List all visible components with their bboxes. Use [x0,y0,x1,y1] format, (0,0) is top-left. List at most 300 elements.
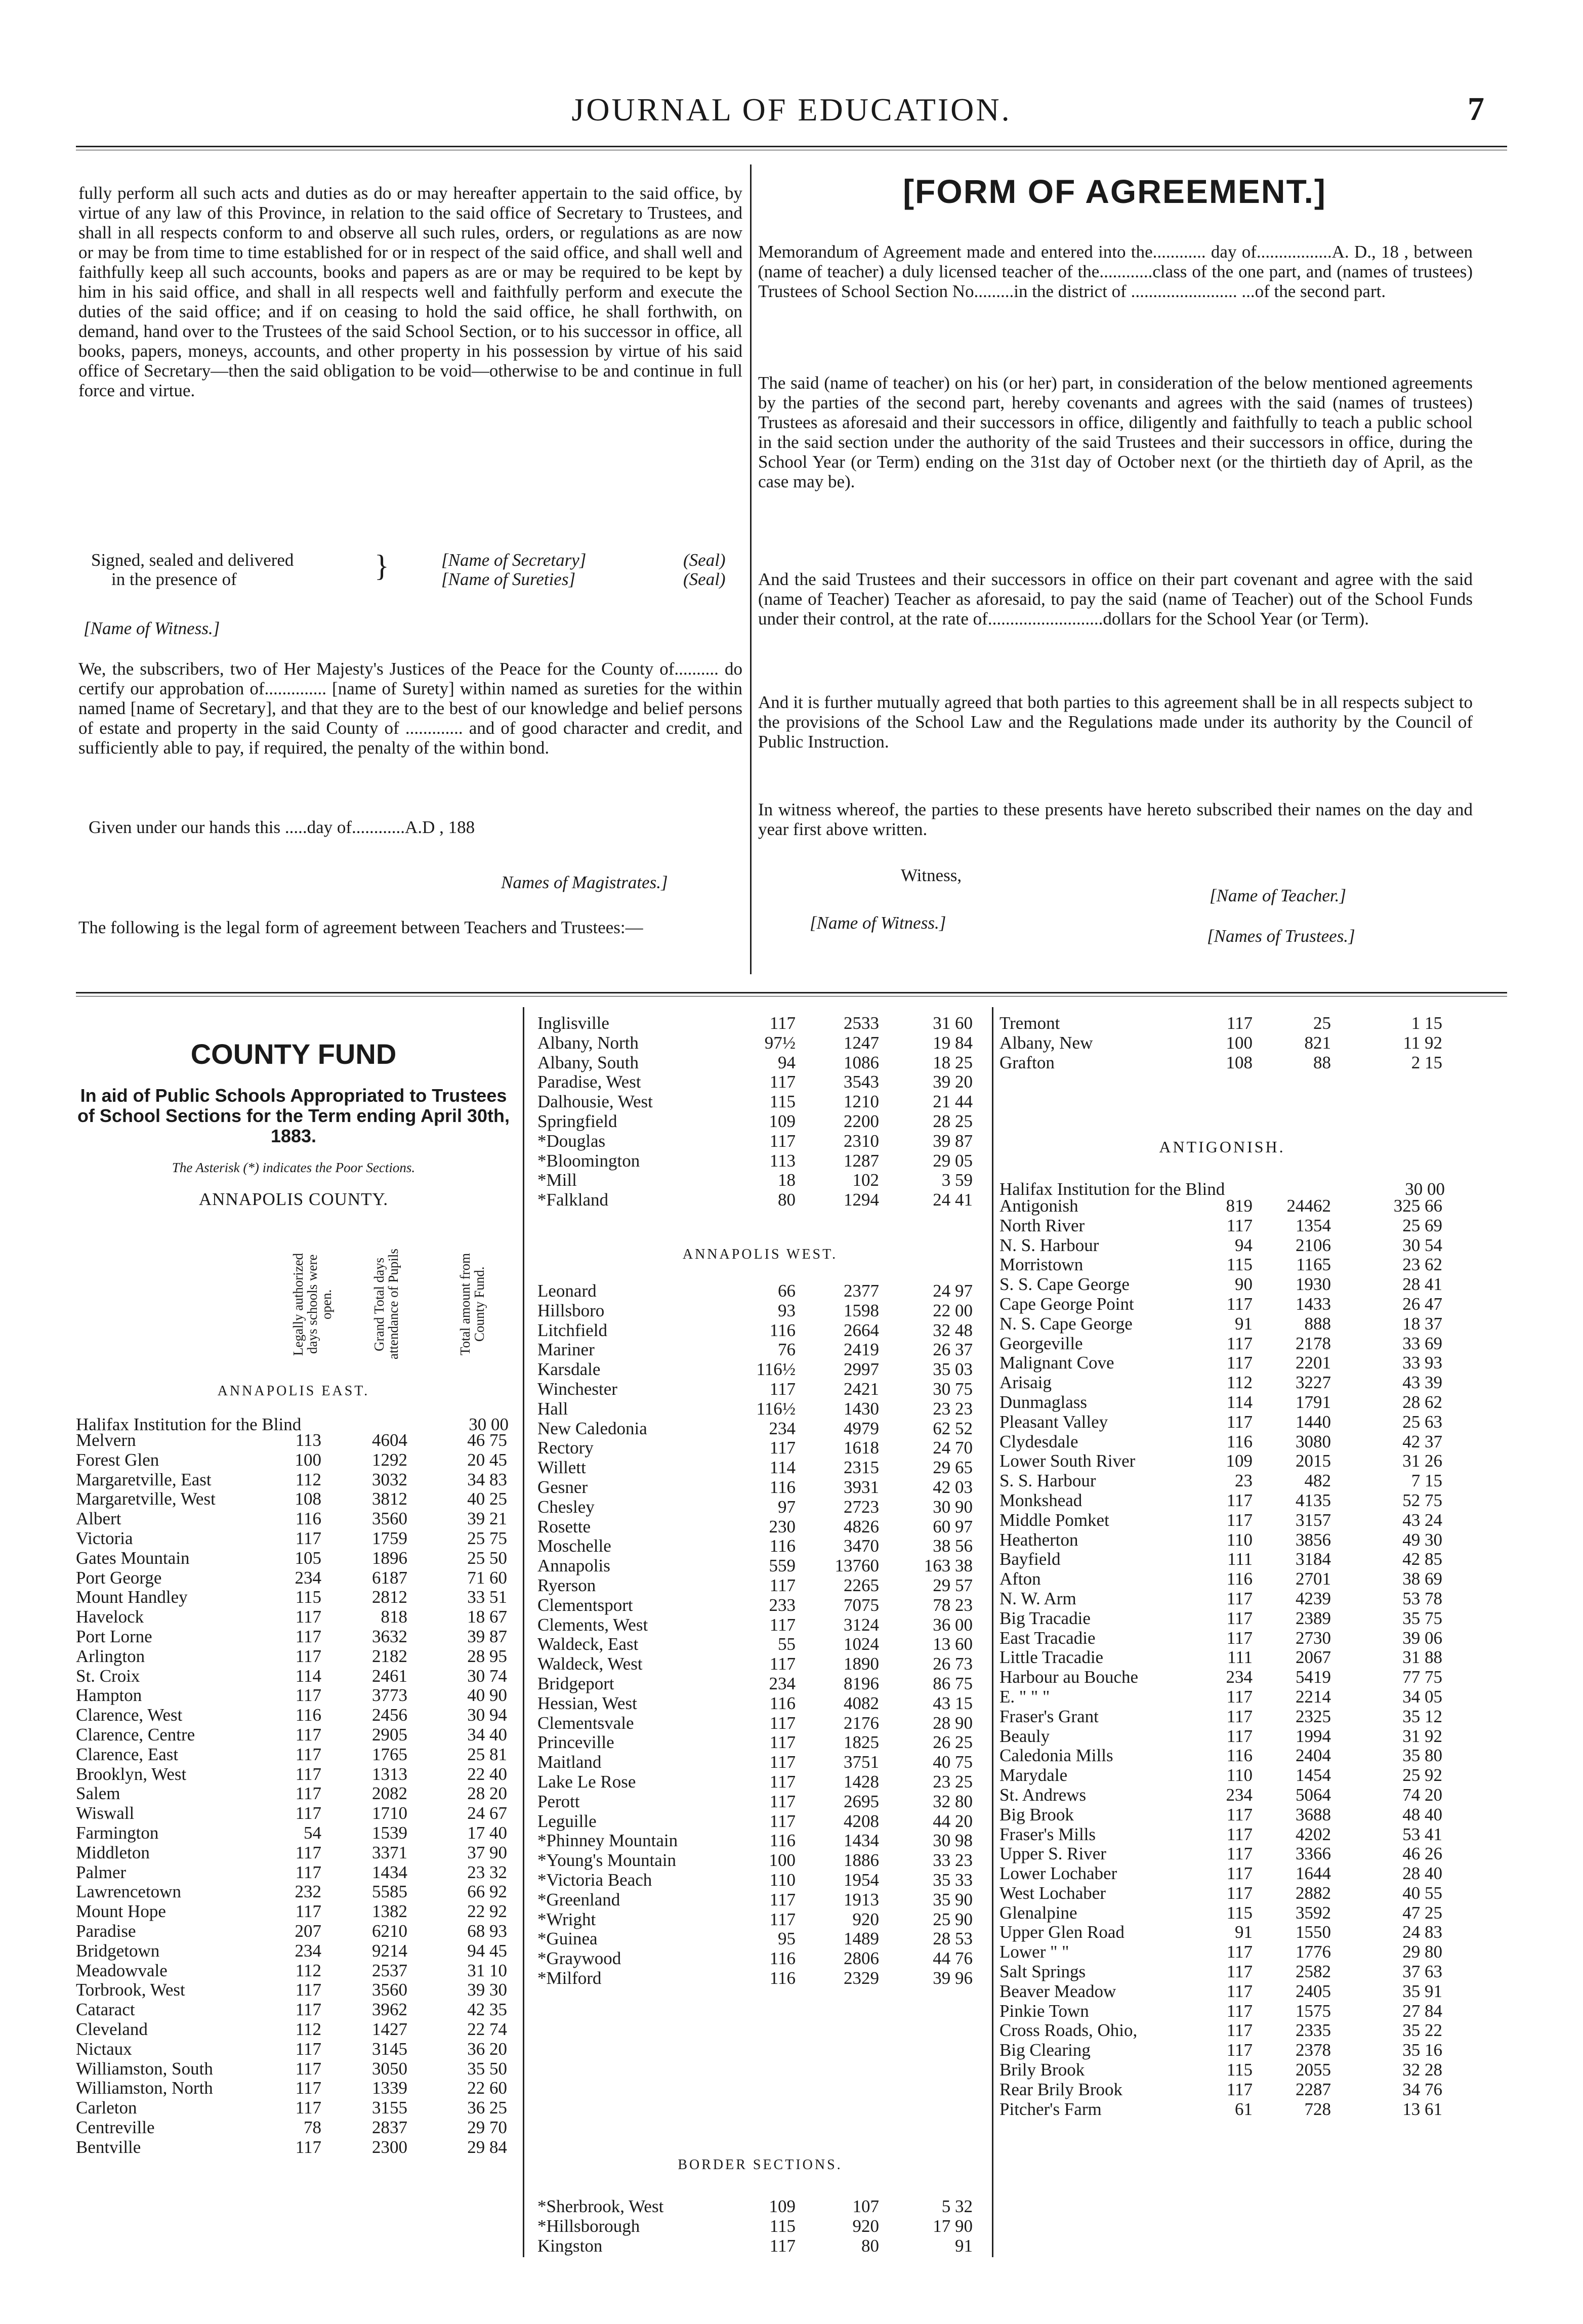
amount-cell: 28 95 [467,1646,507,1666]
days-open-cell: 116½ [756,1398,796,1419]
attendance-total-cell: 4826 [844,1516,879,1537]
table-row [537,1190,983,1210]
table-row [999,2040,1445,2060]
amount-cell: 42 35 [467,2000,507,2020]
school-section-name: Bridgetown [76,1940,160,1961]
table-row [537,1772,983,1792]
amount-cell: 22 40 [467,1764,507,1784]
table-row [999,1805,1445,1824]
days-open-cell: 117 [1226,1824,1253,1844]
days-open-cell: 234 [1226,1784,1253,1805]
school-section-name: Dalhousie, West [537,1092,653,1112]
amount-cell: 23 23 [933,1398,973,1419]
amount-cell: 22 60 [467,2078,507,2098]
amount-cell: 31 92 [1402,1726,1442,1746]
table-row [537,1419,983,1438]
table-row [537,1556,983,1575]
bond-paragraph: fully perform all such acts and duties as do or may hereafter appertain to the said office, by virtue of any law of this Province, in relation to the said office of Secretary to Trustees, and shall in all respects conform to and observe all such rules, orders, or regulations as are now or may be from time to time established for or in respect of the said office, and shall well and faithfully keep all such accounts, books and papers as are or may be required to be kept by him in his said office, and shall in all respects well and faithfully perform and execute the duties of the said office; and if on ceasing to hold the said office, he shall forthwith, on demand, hand over to the Trustees of the said School Section, or to his successor in office, all books, papers, moneys, accounts, and other property in his possession by virtue of his said office of Secretary—then the said obligation to be void—otherwise to be and continue in full force and virtue. [78,183,742,400]
attendance-total-cell: 2178 [1296,1333,1331,1353]
attendance-total-cell: 2723 [844,1497,879,1517]
amount-cell: 33 23 [933,1850,973,1871]
days-open-cell: 117 [1226,1628,1253,1648]
table-row [76,1941,511,1961]
form-of-agreement-heading: [FORM OF AGREEMENT.] [903,173,1326,210]
days-open-cell: 116 [769,1536,796,1556]
middle-top-table [537,1013,983,1210]
attendance-total-cell: 3812 [372,1489,407,1509]
school-section-name: St. Croix [76,1666,140,1686]
attendance-total-cell: 1427 [372,2019,407,2039]
days-open-cell: 819 [1226,1196,1253,1216]
table-row [999,1353,1445,1373]
table-row [999,1216,1445,1235]
table-row [537,1634,983,1654]
name-secretary: [Name of Secretary] [441,550,587,570]
days-open-cell: 234 [769,1673,796,1693]
school-section-name: Margaretville, East [76,1469,212,1489]
days-open-cell: 117 [1226,2001,1253,2021]
table-row [76,1745,511,1764]
days-open-cell: 117 [1226,2020,1253,2041]
header-rule [76,146,1507,147]
attendance-total-cell: 3080 [1296,1431,1331,1451]
days-open-cell: 230 [769,1516,796,1537]
amount-cell: 29 05 [933,1150,973,1171]
school-section-name: *Graywood [537,1948,621,1969]
attendance-total-cell: 2812 [372,1587,407,1607]
days-open-cell: 117 [295,2078,321,2098]
attendance-total-cell: 4202 [1296,1824,1331,1844]
attendance-total-cell: 2378 [1296,2040,1331,2060]
school-section-name: Lower " " [999,1942,1069,1962]
amount-cell: 33 69 [1402,1333,1442,1353]
school-section-name: Fraser's Grant [999,1706,1099,1726]
table-row [537,1301,983,1320]
amount-cell: 25 92 [1402,1765,1442,1786]
school-section-name: Rectory [537,1438,594,1458]
attendance-total-cell: 1825 [844,1732,879,1753]
amount-cell: 37 63 [1402,1962,1442,1982]
amount-cell: 32 80 [933,1791,973,1811]
table-row [76,1862,511,1882]
county-fund-title: COUNTY FUND [190,1038,397,1070]
names-trustees: [Names of Trustees.] [1207,926,1355,946]
school-section-name: East Tracadie [999,1628,1096,1648]
attendance-total-cell: 3751 [844,1752,879,1772]
attendance-total-cell: 1539 [372,1822,407,1843]
attendance-total-cell: 1550 [1296,1922,1331,1942]
table-row [76,1685,511,1705]
school-section-name: Farmington [76,1822,159,1843]
days-open-cell: 116 [1226,1746,1253,1766]
school-section-name: Georgeville [999,1333,1083,1353]
table-row [76,1587,511,1607]
amount-cell: 35 50 [467,2058,507,2079]
table-row [537,1033,983,1053]
days-open-cell: 117 [769,1713,796,1733]
amount-cell: 40 25 [467,1489,507,1509]
school-section-name: Upper S. River [999,1844,1106,1864]
table-row [76,1528,511,1548]
amount-cell: 30 74 [467,1666,507,1686]
table-row [999,1981,1445,2001]
attendance-total-cell: 1440 [1296,1412,1331,1432]
amount-cell: 26 37 [933,1340,973,1360]
name-teacher: [Name of Teacher.] [1210,886,1346,905]
signed-line-1: Signed, sealed and delivered [91,550,294,570]
amount-cell: 24 70 [933,1438,973,1458]
agreement-paragraph-4: And it is further mutually agreed that both parties to this agreement shall be in all respects subject to the provisions of the School Law and the Regulations made under its authority by the Council of Public Instruction. [758,692,1473,752]
school-section-name: Albany, North [537,1032,639,1053]
attendance-total-cell: 3366 [1296,1844,1331,1864]
days-open-cell: 207 [295,1921,321,1941]
school-section-name: *Douglas [537,1131,606,1151]
school-section-name: Grafton [999,1052,1055,1072]
amount-cell: 22 00 [933,1300,973,1320]
amount-cell: 60 97 [933,1516,973,1537]
amount-cell: 31 10 [467,1960,507,1980]
attendance-total-cell: 3032 [372,1469,407,1489]
attendance-total-cell: 1890 [844,1654,879,1674]
school-section-name: Lower South River [999,1451,1136,1471]
school-section-name: Winchester [537,1379,617,1399]
days-open-cell: 115 [295,1587,321,1607]
attendance-total-cell: 102 [852,1170,879,1190]
attendance-total-cell: 2176 [844,1713,879,1733]
amount-cell: 18 37 [1402,1313,1442,1334]
amount-cell: 325 66 [1393,1196,1442,1216]
days-open-cell: 117 [769,1438,796,1458]
days-open-cell: 117 [1226,1844,1253,1864]
days-open-cell: 97 [778,1497,796,1517]
section-rule-thin [76,996,1507,997]
school-section-name: Monkshead [999,1490,1082,1510]
days-open-cell: 116 [295,1705,321,1725]
table-row [76,1705,511,1725]
page-number: 7 [1468,91,1484,128]
table-row [76,1961,511,1980]
table-row [76,1783,511,1803]
table-row [76,2118,511,2137]
table-row [999,1412,1445,1432]
school-section-name: Hessian, West [537,1693,637,1713]
attendance-total-cell: 4082 [844,1693,879,1713]
days-open-cell: 113 [295,1430,321,1450]
days-open-cell: 117 [295,1528,321,1548]
days-open-cell: 117 [1226,1353,1253,1373]
attendance-total-cell: 888 [1304,1313,1331,1334]
school-section-name: Karsdale [537,1359,601,1380]
attendance-total-cell: 1575 [1296,2001,1331,2021]
school-section-name: Antigonish [999,1196,1078,1216]
amount-cell: 34 76 [1402,2079,1442,2099]
halifax-row-antigonish: Halifax Institution for the Blind [999,1179,1225,1199]
attendance-total-cell: 1759 [372,1528,407,1548]
school-section-name: *Greenland [537,1889,620,1910]
school-section-name: Leguille [537,1811,597,1831]
school-section-name: Salem [76,1783,120,1804]
school-section-name: Harbour au Bouche [999,1667,1139,1687]
amount-cell: 2 15 [1411,1052,1442,1072]
school-section-name: Bentville [76,2137,141,2157]
table-row [999,1490,1445,1510]
attendance-total-cell: 1896 [372,1548,407,1568]
table-row [76,1764,511,1784]
attendance-total-cell: 13760 [835,1556,879,1576]
days-open-cell: 110 [769,1870,796,1890]
days-open-cell: 115 [1226,1255,1253,1275]
table-row [537,1831,983,1850]
days-open-cell: 117 [295,1803,321,1823]
school-section-name: *Phinney Mountain [537,1831,678,1851]
school-section-name: Melvern [76,1430,136,1450]
attendance-total-cell: 4979 [844,1418,879,1438]
attendance-total-cell: 1913 [844,1889,879,1910]
days-open-cell: 117 [1226,1215,1253,1235]
days-open-cell: 114 [1226,1392,1253,1412]
attendance-total-cell: 6210 [372,1921,407,1941]
days-open-cell: 94 [1235,1235,1253,1255]
attendance-total-cell: 2201 [1296,1353,1331,1373]
amount-cell: 29 57 [933,1575,973,1595]
school-section-name: Morristown [999,1255,1084,1275]
days-open-cell: 117 [295,1607,321,1627]
days-open-cell: 117 [295,2000,321,2020]
attendance-total-cell: 4604 [372,1430,407,1450]
attendance-total-cell: 7075 [844,1595,879,1615]
amount-cell: 39 87 [933,1131,973,1151]
days-open-cell: 117 [1226,1726,1253,1746]
days-open-cell: 117 [769,1379,796,1399]
school-section-name: Palmer [76,1862,127,1882]
days-open-cell: 116 [1226,1569,1253,1589]
school-section-name: Clementsport [537,1595,633,1615]
attendance-total-cell: 1428 [844,1771,879,1792]
amount-cell: 46 75 [467,1430,507,1450]
table-row [537,1458,983,1477]
attendance-total-cell: 1292 [372,1449,407,1470]
amount-cell: 26 73 [933,1654,973,1674]
school-section-name: Mount Handley [76,1587,188,1607]
attendance-total-cell: 25 [1313,1013,1331,1033]
attendance-total-cell: 1710 [372,1803,407,1823]
amount-cell: 35 16 [1402,2040,1442,2060]
amount-cell: 49 30 [1402,1529,1442,1550]
table-row [76,2059,511,2079]
amount-cell: 31 26 [1402,1451,1442,1471]
school-section-name: Afton [999,1569,1041,1589]
amount-cell: 36 20 [467,2039,507,2059]
school-section-name: Marydale [999,1765,1068,1786]
name-witness-left: [Name of Witness.] [84,618,220,638]
days-open-cell: 234 [295,1940,321,1961]
school-section-name: Bayfield [999,1549,1061,1569]
days-open-cell: 117 [769,1732,796,1753]
attendance-total-cell: 2461 [372,1666,407,1686]
attendance-total-cell: 1886 [844,1850,879,1871]
attendance-total-cell: 2837 [372,2117,407,2137]
table-row [537,2236,983,2256]
amount-cell: 34 05 [1402,1686,1442,1707]
school-section-name: Salt Springs [999,1962,1086,1982]
school-section-name: Port Lorne [76,1626,152,1646]
days-open-cell: 117 [769,1909,796,1929]
table-row [537,1910,983,1929]
days-open-cell: 54 [304,1822,321,1843]
school-section-name: Chesley [537,1497,595,1517]
table-row [76,2098,511,2118]
table-row [537,1732,983,1752]
attendance-total-cell: 1598 [844,1300,879,1320]
attendance-total-cell: 1430 [844,1398,879,1419]
days-open-cell: 117 [1226,1510,1253,1530]
school-section-name: Clarence, West [76,1705,183,1725]
amount-cell: 28 41 [1402,1274,1442,1295]
attendance-total-cell: 821 [1304,1032,1331,1053]
table-row [999,1608,1445,1628]
days-open-cell: 117 [1226,2040,1253,2060]
amount-cell: 35 12 [1402,1706,1442,1726]
school-section-name: Beauly [999,1726,1050,1746]
amount-cell: 32 28 [1402,2060,1442,2080]
table-row [76,1666,511,1686]
justices-paragraph: We, the subscribers, two of Her Majesty's Justices of the Peace for the County of.......... do certify our approbation of.............. [name of Surety] within named as sureties for the within named [name of Secretary], and that they are to the best of our knowledge and belief persons of estate and property in the said County of ............. and of good character and credit, and sufficiently able to pay, if required, the penalty of the within bond. [78,659,742,758]
attendance-total-cell: 1210 [844,1092,879,1112]
school-section-name: *Guinea [537,1929,598,1949]
school-section-name: New Caledonia [537,1418,647,1438]
amount-cell: 28 20 [467,1783,507,1804]
attendance-total-cell: 2905 [372,1724,407,1745]
days-open-cell: 117 [1226,1962,1253,1982]
days-open-cell: 117 [1226,1333,1253,1353]
attendance-total-cell: 5419 [1296,1667,1331,1687]
amount-cell: 40 75 [933,1752,973,1772]
amount-cell: 43 24 [1402,1510,1442,1530]
days-open-cell: 116 [295,1509,321,1529]
attendance-total-cell: 2315 [844,1458,879,1478]
attendance-total-cell: 3145 [372,2039,407,2059]
amount-cell: 48 40 [1402,1804,1442,1824]
days-open-cell: 114 [295,1666,321,1686]
attendance-total-cell: 1339 [372,2078,407,2098]
school-section-name: Cataract [76,2000,135,2020]
bracket-signed: } [374,549,389,583]
days-open-cell: 95 [778,1929,796,1949]
amount-cell: 28 90 [933,1713,973,1733]
school-section-name: Perott [537,1791,580,1811]
attendance-total-cell: 2325 [1296,1706,1331,1726]
table-row [999,1903,1445,1923]
annapolis-west-table [537,1281,983,1988]
days-open-cell: 116 [769,1693,796,1713]
days-open-cell: 117 [295,1626,321,1646]
table-row [76,1509,511,1528]
amount-cell: 94 45 [467,1940,507,1961]
days-open-cell: 111 [1227,1647,1253,1668]
col-head-attendance: Grand Total days attendance of Pupils [371,1249,401,1360]
amount-cell: 29 80 [1402,1942,1442,1962]
table-row [999,1707,1445,1726]
right-top-table [999,1013,1445,1072]
table-row [537,1575,983,1595]
school-section-name: Hampton [76,1685,142,1706]
days-open-cell: 112 [295,1469,321,1489]
attendance-total-cell: 3371 [372,1842,407,1862]
school-section-name: Clydesdale [999,1431,1078,1451]
school-section-name: Lawrencetown [76,1882,181,1902]
attendance-total-cell: 4239 [1296,1588,1331,1608]
attendance-total-cell: 1776 [1296,1942,1331,1962]
school-section-name: Malignant Cove [999,1353,1114,1373]
school-section-name: Heatherton [999,1529,1078,1550]
amount-cell: 31 60 [933,1013,973,1033]
days-open-cell: 100 [769,1850,796,1871]
table-row [537,2216,983,2236]
amount-cell: 24 97 [933,1281,973,1301]
days-open-cell: 80 [778,1190,796,1210]
amount-cell: 13 61 [1402,2099,1442,2119]
amount-cell: 5 32 [941,2196,973,2216]
following-paragraph: The following is the legal form of agreement between Teachers and Trustees:— [78,918,643,937]
amount-cell: 30 90 [933,1497,973,1517]
attendance-total-cell: 2533 [844,1013,879,1033]
school-section-name: Lower Lochaber [999,1863,1117,1884]
days-open-cell: 117 [769,1771,796,1792]
attendance-total-cell: 2582 [1296,1962,1331,1982]
halifax-row-east: Halifax Institution for the Blind [76,1415,302,1434]
lower-column-divider-1 [523,1007,524,2257]
school-section-name: Arlington [76,1646,145,1666]
attendance-total-cell: 2300 [372,2137,407,2157]
amount-cell: 74 20 [1402,1784,1442,1805]
amount-cell: 27 84 [1402,2001,1442,2021]
amount-cell: 30 98 [933,1831,973,1851]
amount-cell: 24 41 [933,1190,973,1210]
attendance-total-cell: 2405 [1296,1981,1331,2001]
days-open-cell: 112 [295,1960,321,1980]
school-section-name: St. Andrews [999,1784,1087,1805]
attendance-total-cell: 818 [381,1607,407,1627]
school-section-name: Fraser's Mills [999,1824,1096,1844]
school-section-name: Victoria [76,1528,133,1548]
school-section-name: Arisaig [999,1373,1052,1393]
amount-cell: 20 45 [467,1449,507,1470]
memorandum-paragraph: Memorandum of Agreement made and entered into the............ day of.................A. D., 18 , between (name of teacher) a duly licensed teacher of the............class of the one part, and (names of trustees) Trustees of School Section No.........in the district of ........................ ...of the second part. [758,242,1473,301]
days-open-cell: 110 [1226,1765,1253,1786]
attendance-total-cell: 2404 [1296,1746,1331,1766]
table-row [76,1901,511,1921]
school-section-name: N. S. Harbour [999,1235,1099,1255]
county-fund-note: The Asterisk (*) indicates the Poor Sections. [172,1160,415,1175]
attendance-total-cell: 2106 [1296,1235,1331,1255]
table-row [999,1765,1445,1785]
school-section-name: Torbrook, West [76,1980,185,2000]
days-open-cell: 116½ [756,1359,796,1380]
table-row [999,2020,1445,2040]
days-open-cell: 115 [769,2216,796,2236]
attendance-total-cell: 4135 [1296,1490,1331,1510]
amount-cell: 33 51 [467,1587,507,1607]
amount-cell: 25 90 [933,1909,973,1929]
days-open-cell: 117 [769,1013,796,1033]
seal-1: (Seal) [683,550,726,570]
school-section-name: Brily Brook [999,2060,1085,2080]
days-open-cell: 112 [1226,1373,1253,1393]
table-row [999,1392,1445,1412]
school-section-name: Brooklyn, West [76,1764,187,1784]
attendance-total-cell: 9214 [372,1940,407,1961]
attendance-total-cell: 2335 [1296,2020,1331,2041]
